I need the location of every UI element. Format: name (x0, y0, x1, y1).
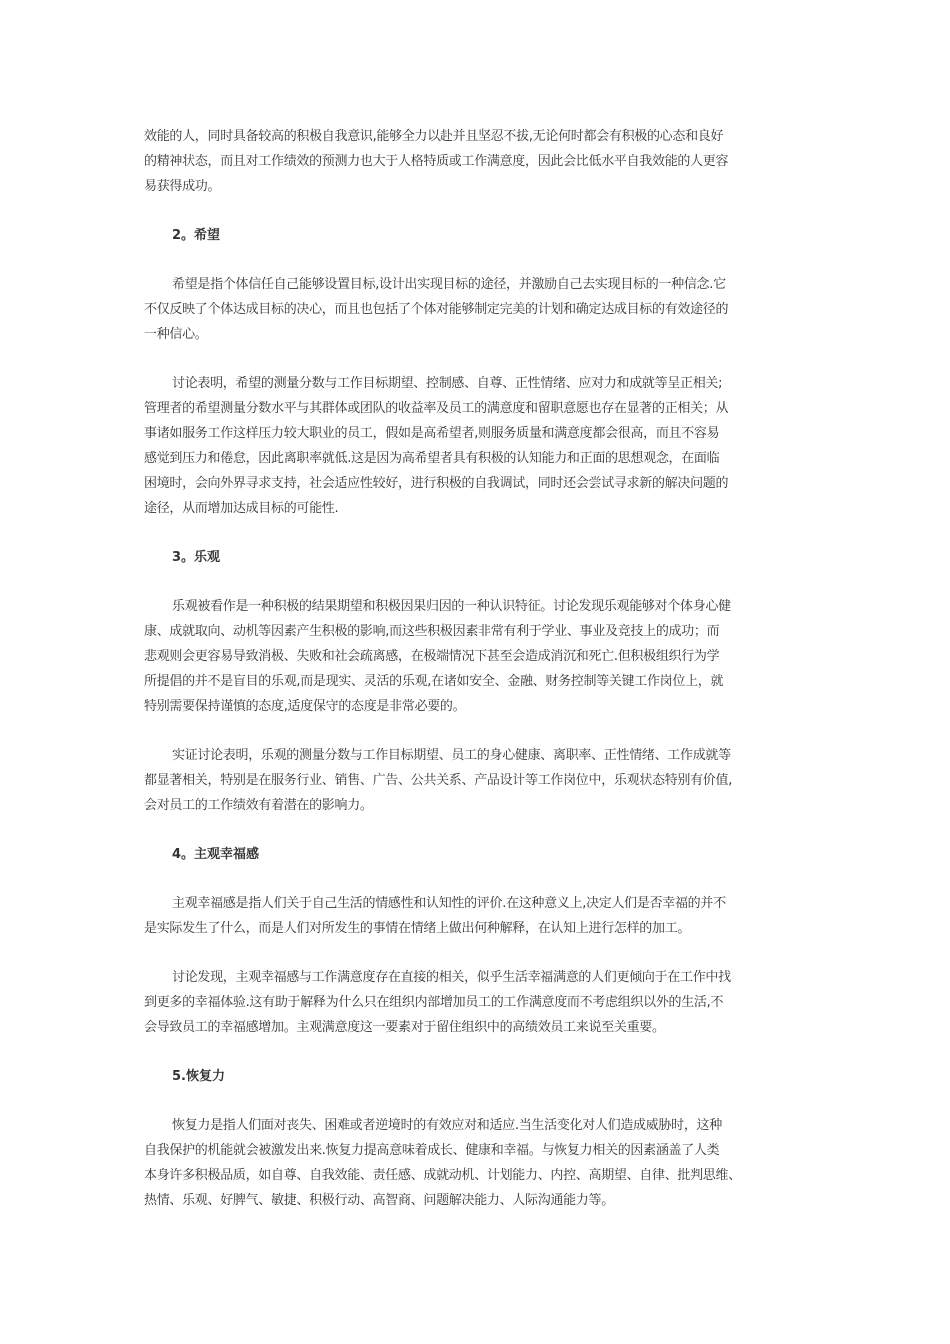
text-line: 实证讨论表明，乐观的测量分数与工作目标期望、员工的身心健康、离职率、正性情绪、工作成就等 (172, 748, 731, 763)
text-line: 乐观被看作是一种积极的结果期望和积极因果归因的一种认识特征。讨论发现乐观能够对个体身心健 (172, 599, 731, 614)
text-line: 会对员工的工作绩效有着潜在的影响力。 (144, 798, 373, 813)
section-heading-hope: 2。希望 (172, 228, 221, 243)
text-line: 到更多的幸福体验.这有助于解释为什么只在组织内部增加员工的工作满意度而不考虑组织以外的生活,不 (144, 995, 724, 1010)
text-line: 希望是指个体信任自己能够设置目标,设计出实现目标的途径，并激励自己去实现目标的一种信念.它 (172, 277, 726, 292)
text-line: 一种信心。 (144, 327, 208, 342)
text-line: 不仅反映了个体达成目标的决心，而且也包括了个体对能够制定完美的计划和确定达成目标的有效途径的 (144, 302, 729, 317)
document-page (144, 124, 812, 1213)
text-line: 途径，从而增加达成目标的可能性. (144, 501, 339, 516)
section-heading-subjective-wellbeing: 4。主观幸福感 (172, 847, 260, 862)
text-line: 管理者的希望测量分数水平与其群体或团队的收益率及员工的满意度和留职意愿也存在显著的正相关；从 (144, 401, 729, 416)
text-line: 易获得成功。 (144, 179, 221, 194)
text-line: 困境时，会向外界寻求支持，社会适应性较好，进行积极的自我调试，同时还会尝试寻求新的解决问题的 (144, 476, 729, 491)
paragraph-wellbeing-research (144, 965, 812, 1040)
text-line: 康、成就取向、动机等因素产生积极的影响,而这些积极因素非常有利于学业、事业及竞技上的成功；而 (144, 624, 720, 639)
text-line: 本身许多积极品质，如自尊、自我效能、责任感、成就动机、计划能力、内控、高期望、自律、批判思维、 (144, 1168, 741, 1183)
text-line: 热情、乐观、好脾气、敏捷、积极行动、高智商、问题解决能力、人际沟通能力等。 (144, 1193, 614, 1208)
paragraph-hope-research (144, 371, 812, 521)
text-line: 自我保护的机能就会被激发出来.恢复力提高意味着成长、健康和幸福。与恢复力相关的因素涵盖了人类 (144, 1143, 720, 1158)
text-line: 悲观则会更容易导致消极、失败和社会疏离感，在极端情况下甚至会造成消沉和死亡.但积极组织行为学 (144, 649, 720, 664)
text-line: 是实际发生了什么，而是人们对所发生的事情在情绪上做出何种解释，在认知上进行怎样的加工。 (144, 921, 691, 936)
text-line: 效能的人，同时具备较高的积极自我意识,能够全力以赴并且坚忍不拔,无论何时都会有积极的心态和良好 (144, 129, 724, 144)
paragraph-wellbeing-definition (144, 891, 812, 941)
text-line: 会导致员工的幸福感增加。主观满意度这一要素对于留住组织中的高绩效员工来说至关重要。 (144, 1020, 665, 1035)
text-line: 恢复力是指人们面对丧失、困难或者逆境时的有效应对和适应.当生活变化对人们造成威胁时，这种 (172, 1118, 722, 1133)
paragraph-hope-definition (144, 272, 812, 347)
text-line: 的精神状态，而且对工作绩效的预测力也大于人格特质或工作满意度，因此会比低水平自我效能的人更容 (144, 154, 729, 169)
text-line: 事诸如服务工作这样压力较大职业的员工，假如是高希望者,则服务质量和满意度都会很高，而且不容易 (144, 426, 720, 441)
paragraph-resilience-definition (144, 1113, 812, 1213)
paragraph-optimism-definition (144, 594, 812, 719)
text-line: 特别需要保持谨慎的态度,适度保守的态度是非常必要的。 (144, 699, 466, 714)
text-line: 感觉到压力和倦怠，因此离职率就低.这是因为高希望者具有积极的认知能力和正面的思想观念，在面临 (144, 451, 720, 466)
paragraph-self-efficacy-end (144, 124, 812, 199)
text-line: 都显著相关，特别是在服务行业、销售、广告、公共关系、产品设计等工作岗位中，乐观状态特别有价值, (144, 773, 733, 788)
section-heading-optimism: 3。乐观 (172, 550, 221, 565)
text-line: 主观幸福感是指人们关于自己生活的情感性和认知性的评价.在这种意义上,决定人们是否幸福的并不 (172, 896, 726, 911)
text-line: 所提倡的并不是盲目的乐观,而是现实、灵活的乐观,在诸如安全、金融、财务控制等关键工作岗位上，就 (144, 674, 724, 689)
text-line: 讨论表明，希望的测量分数与工作目标期望、控制感、自尊、正性情绪、应对力和成就等呈正相关; (172, 376, 723, 391)
paragraph-optimism-research (144, 743, 812, 818)
section-heading-resilience: 5.恢复力 (172, 1069, 225, 1084)
text-line: 讨论发现，主观幸福感与工作满意度存在直接的相关，似乎生活幸福满意的人们更倾向于在工作中找 (172, 970, 731, 985)
